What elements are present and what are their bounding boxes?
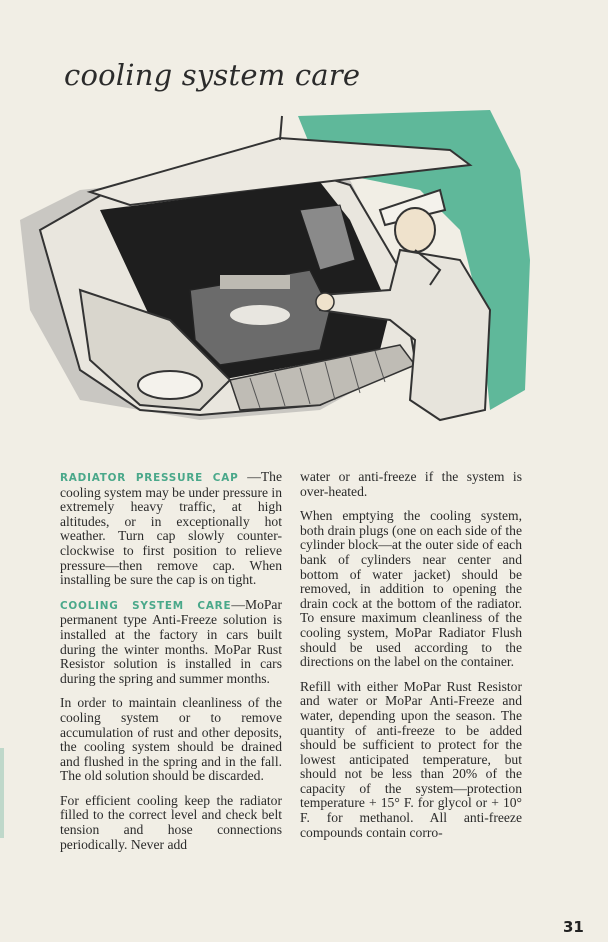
paragraph-cleanliness: In order to maintain cleanliness of the cooling system or to remove accumulation of rust and other deposits, the cooling system should be drained and flushed in the spring and in the fall. The old solution should be discarded.	[60, 695, 282, 784]
paragraph-text: —The cooling system may be under pressure in extremely heavy traffic, at high altitudes, or in exceptionally hot weather. Turn cap slowly counter-clockwise to first position to relieve pressure—then remove cap. When installing be sure the cap is on tight.	[60, 469, 282, 588]
page-number: 31	[563, 918, 584, 936]
paragraph-overheated: water or anti-freeze if the system is over-heated.	[300, 469, 522, 499]
page-title: cooling system care	[64, 58, 361, 92]
paragraph-cooling-system-care	[60, 598, 282, 687]
paragraph-text: —MoPar permanent type Anti-Freeze solution is installed at the factory in cars built during the winter months. MoPar Rust Resistor solution is installed in cars during the spring and summer months.	[60, 596, 282, 686]
right-column	[300, 470, 522, 850]
paragraph-emptying: When emptying the cooling system, both drain plugs (one on each side of the cylinder block—at the outer side of each bank of cylinders near center and bottom of water jacket) should be removed, in addition to opening the drain cock at the bottom of the radiator. To ensure maximum cleanliness of the cooling system, MoPar Radiator Flush should be used according to the directions on the label on the container.	[300, 508, 522, 670]
heading-radiator-pressure-cap: RADIATOR PRESSURE CAP	[60, 472, 239, 484]
car-engine-illustration	[20, 110, 540, 430]
paragraph-refill: Refill with either MoPar Rust Resistor and water or MoPar Anti-Freeze and water, depending upon the season. The quantity of anti-freeze to be added should be sufficient to protect for the lowest anticipated temperature, but should not be less than 20% of the capacity of the system—protection temperature + 15° F. for glycol or + 10° F. for methanol. All anti-freeze compounds contain corro-	[300, 678, 522, 840]
left-column	[60, 470, 282, 862]
paragraph-efficient-cooling: For efficient cooling keep the radiator filled to the correct level and check belt tension and hose connections periodically. Never add	[60, 792, 282, 852]
page-edge-mark	[0, 748, 4, 838]
paragraph-radiator-pressure-cap	[60, 470, 282, 588]
heading-cooling-system-care: COOLING SYSTEM CARE	[60, 599, 232, 612]
